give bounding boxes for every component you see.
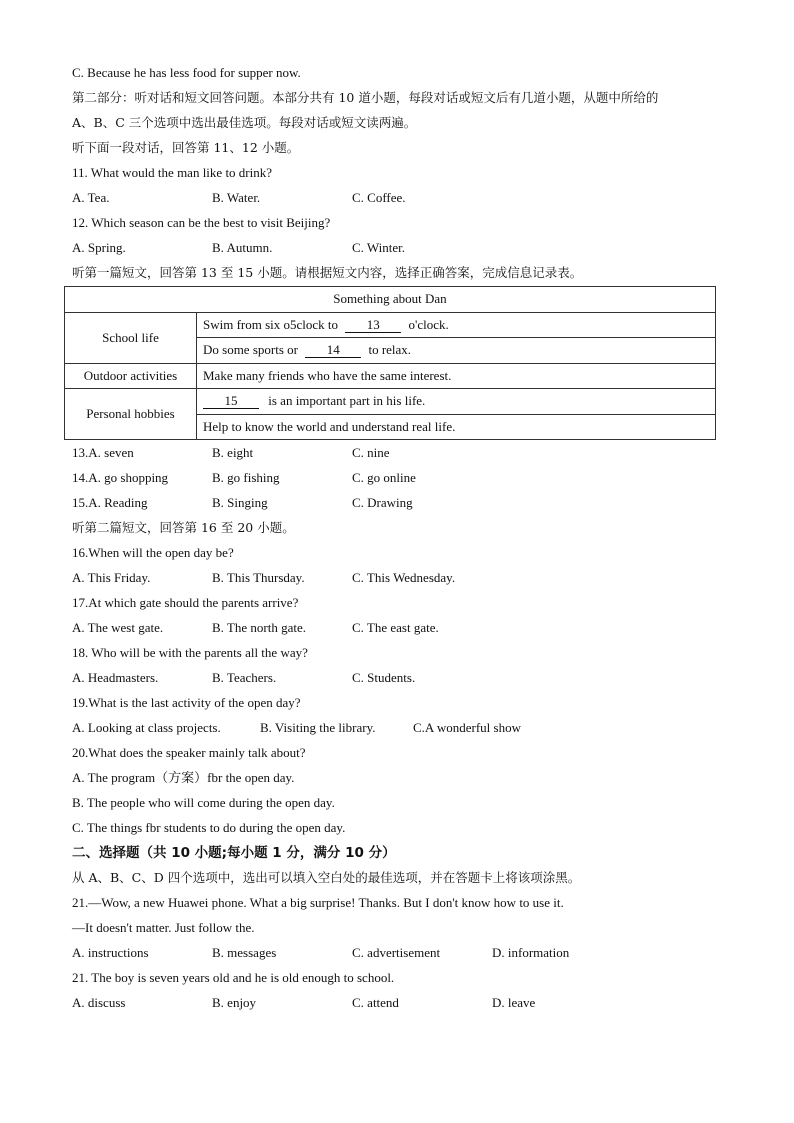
- question-22: 21. The boy is seven years old and he is old enough to school.: [72, 970, 395, 985]
- q21-option-b: B. messages: [212, 945, 277, 960]
- q17-option-a: A. The west gate.: [72, 620, 164, 635]
- q11-option-a: A. Tea.: [72, 190, 110, 205]
- q17-option-c: C. The east gate.: [352, 620, 439, 635]
- q12-option-b: B. Autumn.: [212, 240, 273, 255]
- question-21-reply: —It doesn't matter. Just follow the.: [72, 920, 255, 935]
- q22-option-a: A. discuss: [72, 995, 126, 1010]
- blank-13: 13: [345, 318, 401, 333]
- q18-option-b: B. Teachers.: [212, 670, 277, 685]
- question-12: 12. Which season can be the best to visit Beijing?: [72, 215, 331, 230]
- q12-option-c: C. Winter.: [352, 240, 406, 255]
- q14-option-b: B. go fishing: [212, 470, 280, 485]
- q14-option-c: C. go online: [352, 470, 416, 485]
- blank-14: 14: [305, 343, 361, 358]
- q20-option-a: A. The program（方案）fbr the open day.: [72, 770, 295, 785]
- q10-option-c: C. Because he has less food for supper now.: [72, 65, 301, 80]
- q19-option-b: B. Visiting the library.: [260, 720, 376, 735]
- q22-option-b: B. enjoy: [212, 995, 257, 1010]
- row2-prefix: Do some sports or: [203, 342, 298, 358]
- q13-option-a: 13.A. seven: [72, 445, 134, 460]
- q21-option-a: A. instructions: [72, 945, 149, 960]
- personal-hobbies-label: Personal hobbies: [65, 389, 197, 440]
- passage1-instruction: 听第一篇短文，回答第 13 至 15 小题。请根据短文内容，选择正确答案，完成信息记录表。: [72, 265, 583, 280]
- dialogue-instruction: 听下面一段对话，回答第 11、12 小题。: [72, 140, 300, 155]
- table-title: Something about Dan: [65, 287, 716, 313]
- table-header-row: [65, 287, 716, 313]
- q13-option-b: B. eight: [212, 445, 254, 460]
- q20-option-b: B. The people who will come during the open day.: [72, 795, 335, 810]
- question-11: 11. What would the man like to drink?: [72, 165, 273, 180]
- table-row: [65, 389, 716, 415]
- blank-15: 15: [203, 394, 259, 409]
- row1-prefix: Swim from six o5clock to: [203, 316, 339, 332]
- q18-option-a: A. Headmasters.: [72, 670, 159, 685]
- q16-option-a: A. This Friday.: [72, 570, 151, 585]
- q15-option-b: B. Singing: [212, 495, 268, 510]
- question-19: 19.What is the last activity of the open day?: [72, 695, 301, 710]
- q13-option-c: C. nine: [352, 445, 390, 460]
- table-row: [65, 312, 716, 338]
- q19-option-a: A. Looking at class projects.: [72, 720, 221, 735]
- question-21: 21.—Wow, a new Huawei phone. What a big surprise! Thanks. But I don't know how to use it.: [72, 895, 564, 910]
- row3-text: Make many friends who have the same interest.: [197, 363, 716, 389]
- q14-option-a: 14.A. go shopping: [72, 470, 169, 485]
- q20-option-c: C. The things fbr students to do during the open day.: [72, 820, 346, 835]
- q19-option-c: C.A wonderful show: [413, 720, 521, 735]
- q16-option-c: C. This Wednesday.: [352, 570, 456, 585]
- q21-option-c: C. advertisement: [352, 945, 441, 960]
- part2-instruction-1: 第二部分：听对话和短文回答问题。本部分共有 10 道小题，每段对话或短文后有几道小题，从题中所给的: [72, 90, 659, 105]
- q22-option-c: C. attend: [352, 995, 399, 1010]
- school-life-label: School life: [65, 312, 197, 363]
- row1-suffix: o'clock.: [408, 316, 449, 332]
- q18-option-c: C. Students.: [352, 670, 416, 685]
- passage2-instruction: 听第二篇短文，回答第 16 至 20 小题。: [72, 520, 295, 535]
- q16-option-b: B. This Thursday.: [212, 570, 305, 585]
- q11-option-b: B. Water.: [212, 190, 261, 205]
- question-16: 16.When will the open day be?: [72, 545, 234, 560]
- q15-option-a: 15.A. Reading: [72, 495, 148, 510]
- q15-option-c: C. Drawing: [352, 495, 413, 510]
- q22-option-d: D. leave: [492, 995, 536, 1010]
- q12-option-a: A. Spring.: [72, 240, 126, 255]
- q21-option-d: D. information: [492, 945, 570, 960]
- row5-text: Help to know the world and understand real life.: [197, 414, 716, 440]
- q17-option-b: B. The north gate.: [212, 620, 306, 635]
- row2-suffix: to relax.: [368, 342, 412, 358]
- q11-option-c: C. Coffee.: [352, 190, 406, 205]
- question-17: 17.At which gate should the parents arrive?: [72, 595, 299, 610]
- table-cell: [197, 312, 716, 338]
- table-cell: [197, 389, 716, 415]
- question-18: 18. Who will be with the parents all the way?: [72, 645, 308, 660]
- row4-suffix: is an important part in his life.: [268, 393, 426, 409]
- info-record-table: [64, 286, 716, 440]
- table-row: [65, 363, 716, 389]
- table-cell: [197, 338, 716, 364]
- part2-instruction-2: A、B、C 三个选项中选出最佳选项。每段对话或短文读两遍。: [72, 115, 417, 130]
- question-20: 20.What does the speaker mainly talk about?: [72, 745, 306, 760]
- section-2-instruction: 从 A、B、C、D 四个选项中，选出可以填入空白处的最佳选项，并在答题卡上将该项涂黑。: [72, 870, 581, 885]
- outdoor-activities-label: Outdoor activities: [65, 363, 197, 389]
- section-2-heading: 二、选择题（共 10 小题;每小题 1 分，满分 10 分）: [72, 845, 396, 861]
